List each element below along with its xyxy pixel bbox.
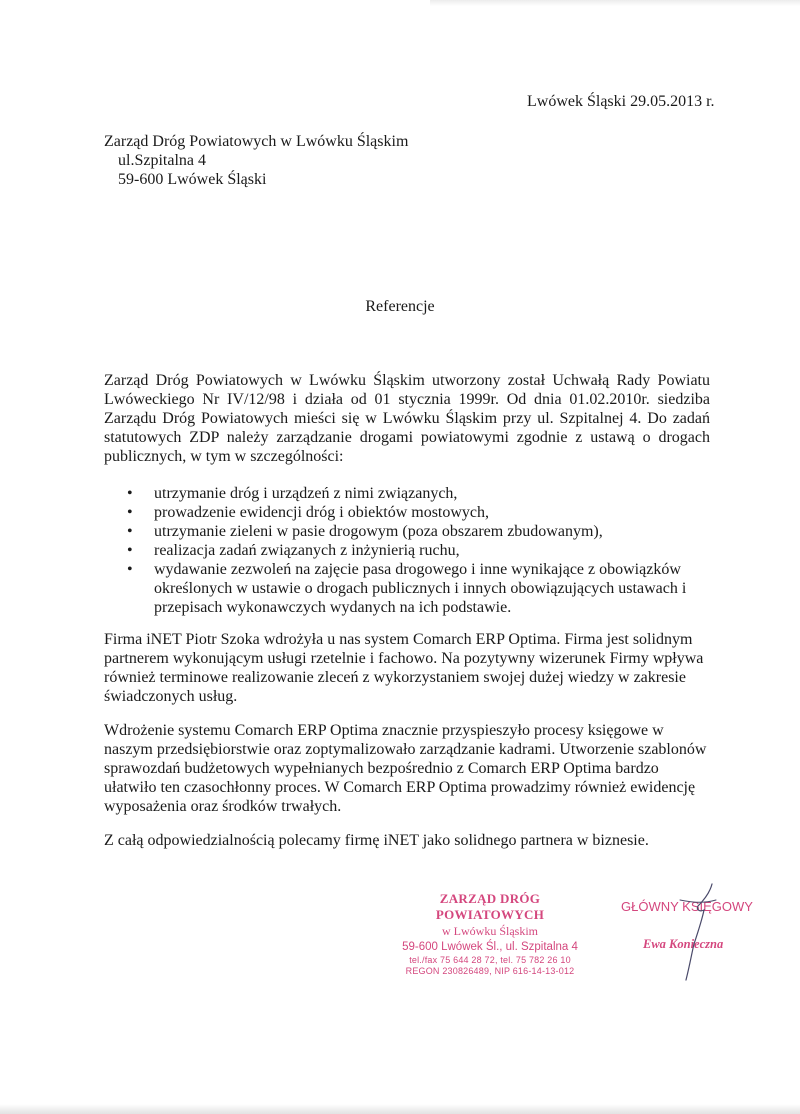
recipient-address [104,132,408,189]
list-item [124,484,724,503]
stamp-address: 59-600 Lwówek Śl., ul. Szpitalna 4 [402,941,578,953]
list-item [124,560,724,617]
list-item-text: utrzymanie zieleni w pasie drogowym (poza obszarem zbudowanym), [154,523,603,540]
bullet-icon: • [127,542,133,559]
scan-edge-bottom [0,1104,800,1114]
intro-paragraph: Zarząd Dróg Powiatowych w Lwówku Śląskim utworzony został Uchwałą Rady Powiatu Lwóweckiego Nr IV/12/98 i działa od 01 stycznia 1999r. Od dnia 01.02.2010r. siedziba Zarządu Dróg Powiatowych mieści się w Lwówku Śląskim przy ul. Szpitalnej 4. Do zadań statutowych ZDP należy zarządzanie drogami powiatowymi zgodnie z ustawą o drogach publicznych, w tym w szczególności: [104,372,710,465]
paragraph-recommendation: Z całą odpowiedzialnością polecamy firmę iNET jako solidnego partnera w biznesie. [104,832,649,849]
letter-title: Referencje [365,298,435,315]
date-line: Lwówek Śląski 29.05.2013 r. [527,93,715,110]
list-item-text: wydawanie zezwoleń na zajęcie pasa drogowego i inne wynikające z obowiązków określonych w ustawie o drogach publicznych i innych obowiązujących ustawach i przepisach wykonawczych wydanych na ich podstawie. [154,561,687,616]
tasks-list [124,484,724,617]
bullet-icon: • [127,485,133,502]
paragraph-implementation: Wdrożenie systemu Comarch ERP Optima znacznie przyspieszyło procesy księgowe w naszym przedsiębiorstwie oraz zoptymalizowało zarządzanie kadrami. Utworzenie szablonów sprawozdań budżetowych wypełnianych bezpośrednio z Comarch ERP Optima bardzo ułatwiło ten czasochłonny proces. W Comarch ERP Optima prowadzimy również ewidencję wyposażenia oraz środków trwałych. [104,722,707,815]
stamp-city: w Lwówku Śląskim [442,924,538,938]
paragraph-vendor: Firma iNET Piotr Szoka wdrożyła u nas system Comarch ERP Optima. Firma jest solidnym partnerem wykonującym usługi rzetelnie i fachowo. Na pozytywny wizerunek Firmy wpływa również terminowe realizowanie zleceń z wykorzystaniem swojej dużej wiedzy w zakresie świadczonych usług. [104,631,704,705]
stamp-phones: tel./fax 75 644 28 72, tel. 75 782 26 10 [409,955,571,965]
recipient-line-2: ul.Szpitalna 4 [118,152,206,169]
list-item [124,541,724,560]
signatory-name: Ewa Konieczna [643,937,724,951]
scan-edge-top [430,0,800,6]
bullet-icon: • [127,561,133,578]
list-item [124,522,724,541]
list-item-text: realizacja zadań związanych z inżynierią ruchu, [154,542,460,559]
recipient-line-3: 59-600 Lwówek Śląski [118,171,267,188]
bullet-icon: • [127,504,133,521]
signatory-position: GŁÓWNY KSIĘGOWY [621,899,753,914]
stamp-ids: REGON 230826489, NIP 616-14-13-012 [405,966,575,976]
stamp-title: ZARZĄD DRÓG POWIATOWYCH [435,891,545,922]
list-item-text: utrzymanie dróg i urządzeń z nimi związanych, [154,485,458,502]
list-item-text: prowadzenie ewidencji dróg i obiektów mostowych, [154,504,490,521]
recipient-line-1: Zarząd Dróg Powiatowych w Lwówku Śląskim [104,133,409,150]
bullet-icon: • [127,523,133,540]
list-item [124,503,724,522]
company-stamp [385,891,595,976]
handwritten-signature [640,880,760,990]
